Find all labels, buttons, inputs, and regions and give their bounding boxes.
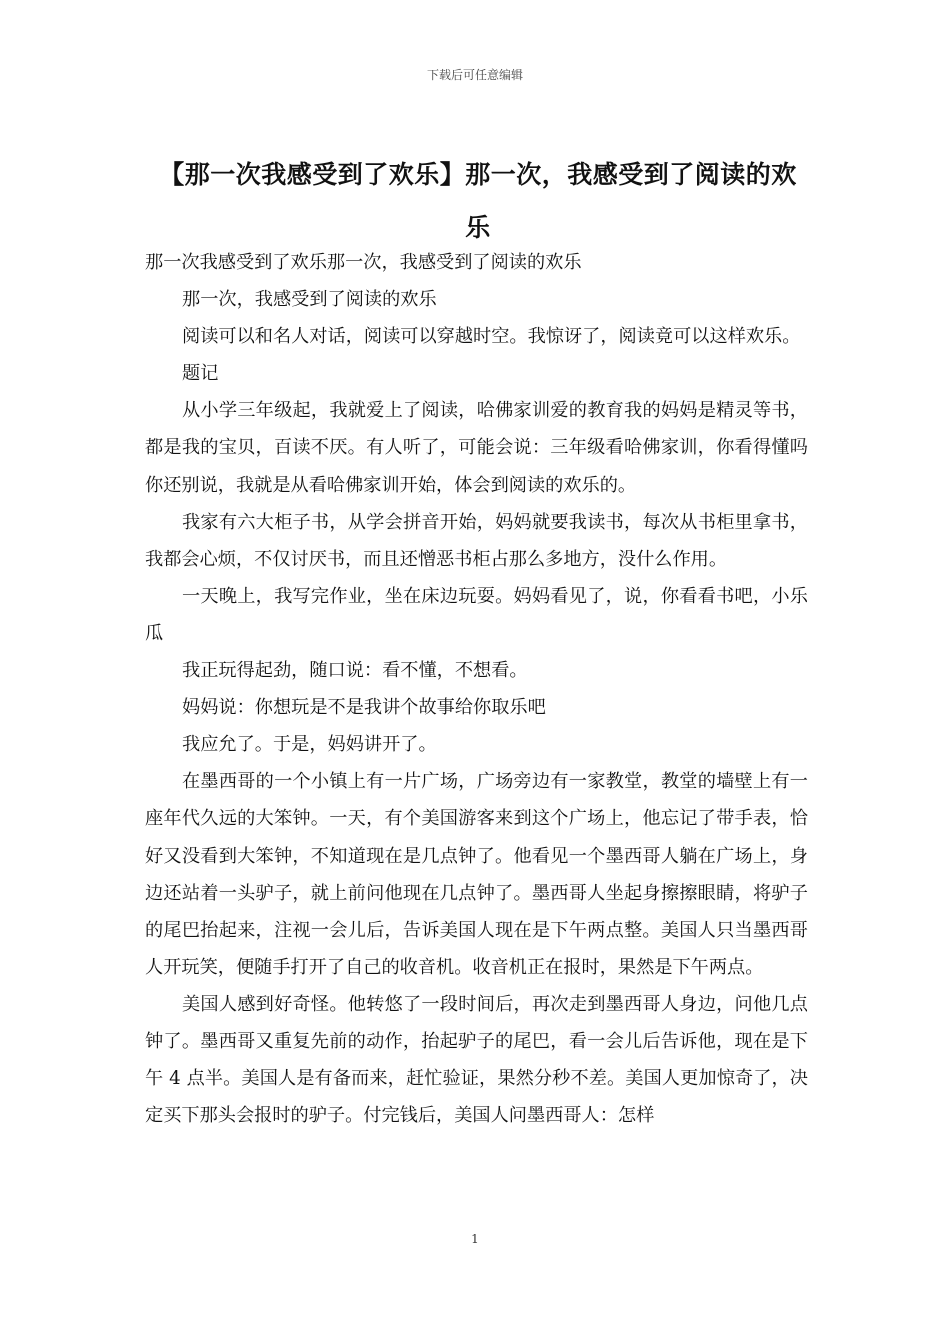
paragraph: 从小学三年级起，我就爱上了阅读，哈佛家训爱的教育我的妈妈是精灵等书，都是我的宝贝，百读不厌。有人听了，可能会说：三年级看哈佛家训，你看得懂吗你还别说，我就是从看哈佛家训开始，体会到阅读的欢乐的。 bbox=[145, 400, 808, 496]
paragraph: 一天晚上，我写完作业，坐在床边玩耍。妈妈看见了，说，你看看书吧，小乐瓜 bbox=[145, 585, 808, 644]
header-note: 下载后可任意编辑 bbox=[426, 68, 523, 82]
document-title: 【那一次我感受到了欢乐】那一次，我感受到了阅读的欢乐 bbox=[159, 160, 797, 242]
paragraph: 我正玩得起劲，随口说：看不懂，不想看。 bbox=[182, 660, 528, 682]
paragraph: 妈妈说：你想玩是不是我讲个故事给你取乐吧 bbox=[182, 697, 546, 719]
document-body bbox=[145, 244, 808, 1134]
page-number: 1 bbox=[471, 1232, 479, 1246]
paragraph: 阅读可以和名人对话，阅读可以穿越时空。我惊讶了，阅读竟可以这样欢乐。 bbox=[182, 326, 801, 348]
paragraph: 那一次，我感受到了阅读的欢乐 bbox=[182, 289, 437, 311]
paragraph: 美国人感到好奇怪。他转悠了一段时间后，再次走到墨西哥人身边，问他几点钟了。墨西哥又重复先前的动作，抬起驴子的尾巴，看一会儿后告诉他，现在是下午 4 点半。美国人是有备而来，赶忙验证，果然分秒不差。美国人更加惊奇了，决定买下那头会报时的驴子。付完钱后，美国人问墨西哥人：怎样 bbox=[145, 993, 808, 1127]
paragraph: 我应允了。于是，妈妈讲开了。 bbox=[182, 734, 437, 756]
paragraph: 题记 bbox=[182, 363, 219, 385]
paragraph: 我家有六大柜子书，从学会拼音开始，妈妈就要我读书，每次从书柜里拿书，我都会心烦，不仅讨厌书，而且还憎恶书柜占那么多地方，没什么作用。 bbox=[145, 511, 808, 570]
paragraph: 那一次我感受到了欢乐那一次，我感受到了阅读的欢乐 bbox=[145, 252, 582, 273]
paragraph: 在墨西哥的一个小镇上有一片广场，广场旁边有一家教堂，教堂的墙壁上有一座年代久远的大笨钟。一天，有个美国游客来到这个广场上，他忘记了带手表，恰好又没看到大笨钟，不知道现在是几点钟了。他看见一个墨西哥人躺在广场上，身边还站着一头驴子，就上前问他现在几点钟了。墨西哥人坐起身擦擦眼睛，将驴子的尾巴抬起来，注视一会儿后，告诉美国人现在是下午两点整。美国人只当墨西哥人开玩笑，便随手打开了自己的收音机。收音机正在报时，果然是下午两点。 bbox=[145, 771, 808, 978]
